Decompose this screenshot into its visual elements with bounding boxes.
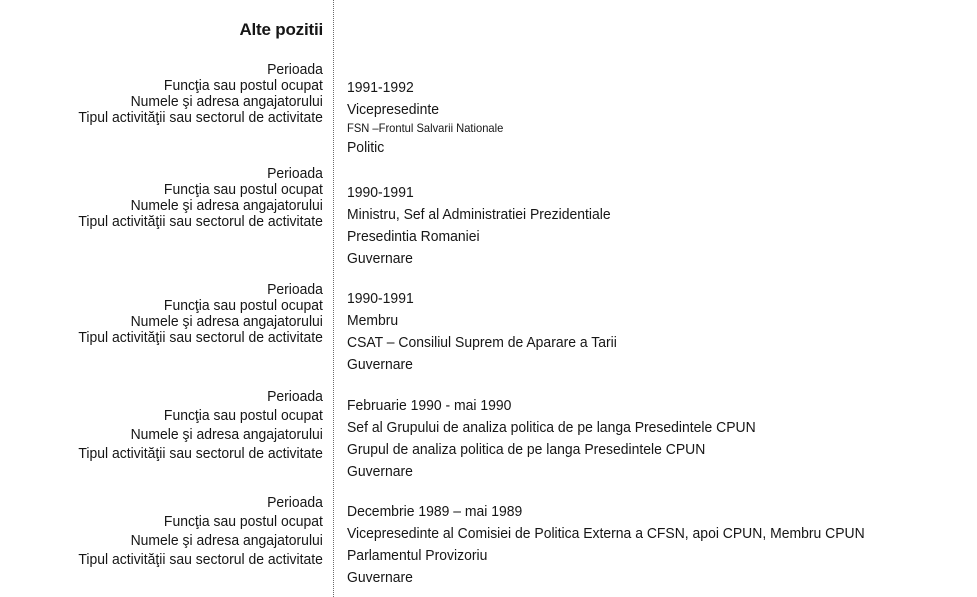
function-value: Sef al Grupului de analiza politica de pe langa Presedintele CPUN <box>347 419 756 436</box>
sector-label: Tipul activităţii sau sectorul de activitate <box>78 329 323 346</box>
period-value: 1991-1992 <box>347 79 414 96</box>
employer-label: Numele şi adresa angajatorului <box>130 426 323 443</box>
entry-labels <box>78 282 323 346</box>
function-label: Funcţia sau postul ocupat <box>164 407 323 424</box>
entry-labels <box>78 62 323 126</box>
entry-values <box>347 78 503 158</box>
period-value: Decembrie 1989 – mai 1989 <box>347 503 523 520</box>
employer-label: Numele şi adresa angajatorului <box>130 197 323 214</box>
entry-labels <box>78 495 323 571</box>
employer-value: Parlamentul Provizoriu <box>347 547 488 564</box>
section-title: Alte pozitii <box>239 20 323 39</box>
period-value: 1990-1991 <box>347 290 414 307</box>
period-value: Februarie 1990 - mai 1990 <box>347 397 512 414</box>
function-label: Funcţia sau postul ocupat <box>164 297 323 314</box>
employer-value: CSAT – Consiliul Suprem de Aparare a Tarii <box>347 334 617 351</box>
function-value: Membru <box>347 312 399 329</box>
sector-value: Guvernare <box>347 250 413 267</box>
entry-values <box>347 288 617 376</box>
entry-values <box>347 395 756 483</box>
entry-values <box>347 182 611 270</box>
period-label: Perioada <box>267 61 323 78</box>
employer-value: Presedintia Romaniei <box>347 228 480 245</box>
employer-value: FSN –Frontul Salvarii Nationale <box>347 121 504 135</box>
period-label: Perioada <box>267 494 323 511</box>
function-label: Funcţia sau postul ocupat <box>164 513 323 530</box>
sector-value: Guvernare <box>347 356 413 373</box>
function-value: Vicepresedinte <box>347 101 440 118</box>
employer-value: Grupul de analiza politica de pe langa Presedintele CPUN <box>347 441 706 458</box>
function-label: Funcţia sau postul ocupat <box>164 77 323 94</box>
entry-labels <box>78 166 323 230</box>
period-value: 1990-1991 <box>347 184 414 201</box>
employer-label: Numele şi adresa angajatorului <box>130 532 323 549</box>
period-label: Perioada <box>267 165 323 182</box>
function-value: Vicepresedinte al Comisiei de Politica Externa a CFSN, apoi CPUN, Membru CPUN <box>347 525 865 542</box>
sector-label: Tipul activităţii sau sectorul de activitate <box>78 445 323 462</box>
sector-value: Guvernare <box>347 463 413 480</box>
entry-labels <box>78 389 323 465</box>
function-label: Funcţia sau postul ocupat <box>164 181 323 198</box>
sector-value: Politic <box>347 139 385 156</box>
sector-label: Tipul activităţii sau sectorul de activitate <box>78 213 323 230</box>
period-label: Perioada <box>267 388 323 405</box>
function-value: Ministru, Sef al Administratiei Prezidentiale <box>347 206 611 223</box>
employer-label: Numele şi adresa angajatorului <box>130 313 323 330</box>
employer-label: Numele şi adresa angajatorului <box>130 93 323 110</box>
entry-values <box>347 501 865 589</box>
sector-value: Guvernare <box>347 569 413 586</box>
sector-label: Tipul activităţii sau sectorul de activitate <box>78 551 323 568</box>
sector-label: Tipul activităţii sau sectorul de activitate <box>78 109 323 126</box>
period-label: Perioada <box>267 281 323 298</box>
column-divider <box>333 0 334 597</box>
